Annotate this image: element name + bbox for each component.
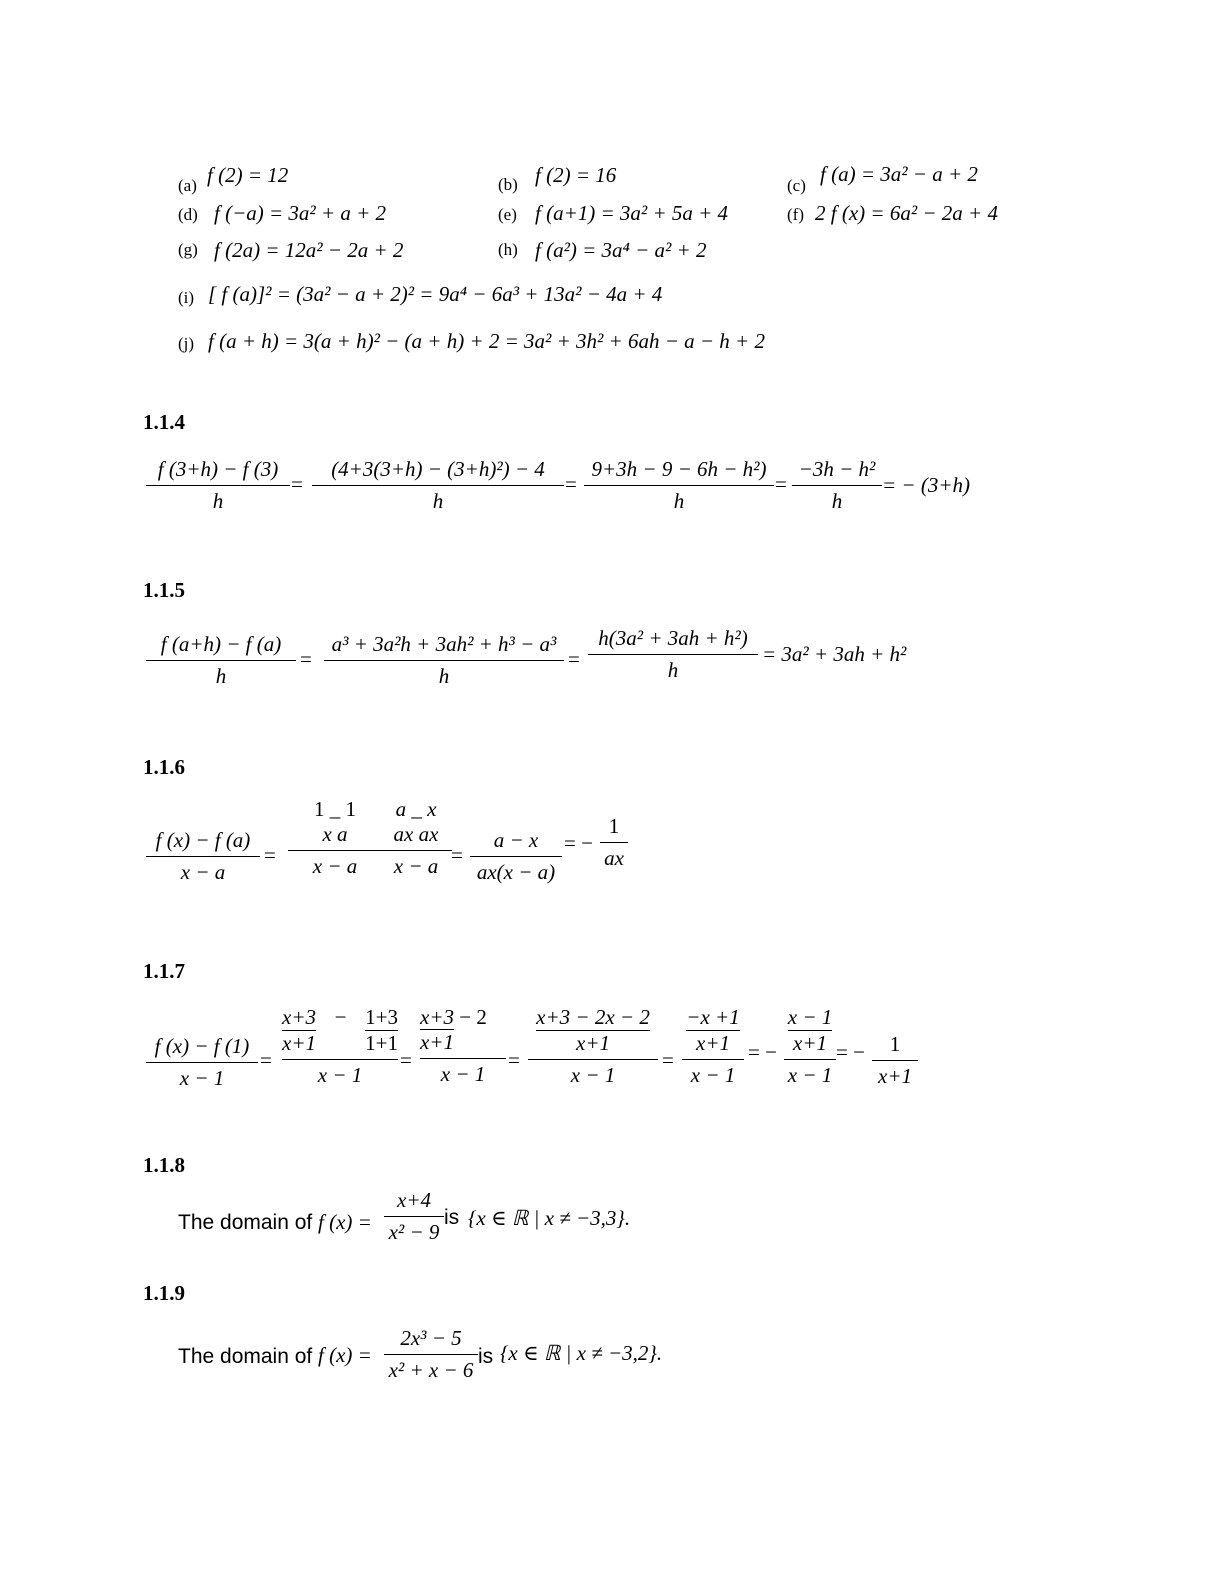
label-g: (g): [178, 240, 198, 259]
fraction-6: [784, 1005, 836, 1088]
fraction-bar: [288, 850, 382, 851]
inner-denominator: x+1: [576, 1031, 610, 1055]
fraction-bar: [600, 842, 628, 843]
fraction-bar: [588, 654, 758, 655]
term-c-num: x+3: [420, 1005, 454, 1029]
label-a: (a): [178, 176, 197, 195]
fraction-2: [288, 797, 382, 879]
fraction-4: [470, 828, 562, 885]
function-label: f (x) =: [318, 1343, 372, 1367]
denominator: x − a: [312, 854, 358, 878]
denominator: x² + x − 6: [388, 1358, 474, 1382]
numerator: 9+3h − 9 − 6h − h²): [591, 457, 767, 481]
equals-sign: =: [775, 472, 787, 496]
label-h: (h): [498, 240, 518, 259]
inner-numerator: [420, 1005, 506, 1030]
equals-minus: = −: [836, 1040, 865, 1064]
denominator: h: [831, 489, 843, 513]
denominator: ax: [604, 846, 624, 870]
fraction-bar: [384, 1354, 478, 1355]
fraction-5: [600, 814, 628, 871]
numerator: a³ + 3a²h + 3ah² + h³ − a³: [331, 632, 557, 656]
heading-1-1-7: 1.1.7: [143, 959, 185, 983]
denominator: x − 1: [317, 1063, 363, 1087]
label-b: (b): [498, 175, 518, 194]
label-e: (e): [498, 205, 517, 224]
result: = − (3+h): [882, 473, 970, 497]
denominator: x+1: [878, 1064, 912, 1088]
expr-f: 2 f (x) = 6a² − 2a + 4: [815, 201, 998, 225]
fraction-bar: [282, 1059, 398, 1060]
domain-set: {x ∈ ℝ | x ≠ −3,2}.: [500, 1341, 663, 1365]
expr-b: f (2) = 16: [535, 163, 617, 187]
numerator: f (a+h) − f (a): [160, 632, 282, 656]
heading-1-1-4: 1.1.4: [143, 410, 185, 434]
inner-denominators: [282, 1031, 398, 1056]
inner-denominator: ax ax: [393, 822, 439, 846]
fraction-bar: [146, 485, 290, 486]
fraction-5: [682, 1005, 744, 1088]
denominator: x − 1: [179, 1066, 225, 1090]
fraction-lhs: [146, 457, 290, 514]
inner-denominator: x+1: [793, 1031, 827, 1055]
equals-minus: = −: [564, 831, 593, 855]
equals-sign: =: [565, 472, 577, 496]
expr-c: f (a) = 3a² − a + 2: [820, 162, 978, 186]
is-text: is: [444, 1206, 460, 1229]
result: = 3a² + 3ah + h²: [762, 642, 907, 666]
inner-denominator: x+1: [696, 1031, 730, 1055]
numerator: (4+3(3+h) − (3+h)²) − 4: [331, 457, 545, 481]
inner-numerator: x+3 − 2x − 2: [536, 1005, 650, 1029]
fraction-4: [528, 1005, 658, 1088]
fraction-4: [792, 457, 882, 514]
domain-lead-text: The domain of: [178, 1345, 313, 1368]
equals-sign: =: [264, 843, 276, 867]
expr-i: [ f (a)]² = (3a² − a + 2)² = 9a⁴ − 6a³ + 13a² − 4a + 4: [208, 282, 663, 306]
inner-numerator: 1 _ 1: [314, 797, 356, 821]
label-j: (j): [178, 334, 195, 353]
denominator: h: [215, 664, 227, 688]
function-label: f (x) =: [318, 1210, 372, 1234]
fraction-bar: [384, 1216, 444, 1217]
denominator: x − 1: [690, 1063, 736, 1087]
numerator: 2x³ − 5: [400, 1326, 462, 1350]
numerator: 1: [889, 1032, 901, 1056]
fraction-bar: [528, 1059, 658, 1060]
expr-a: f (2) = 12: [207, 163, 289, 187]
minus-two: − 2: [459, 1005, 487, 1029]
equals-sign: =: [291, 472, 303, 496]
numerator: −3h − h²: [798, 457, 876, 481]
expr-g: f (2a) = 12a² − 2a + 2: [214, 238, 404, 262]
fraction-bar: [146, 660, 296, 661]
expr-d: f (−a) = 3a² + a + 2: [214, 201, 387, 225]
denominator: ax(x − a): [476, 860, 556, 884]
fraction-3: [588, 626, 758, 683]
heading-1-1-9: 1.1.9: [143, 1281, 185, 1305]
inner-numerator: a _ x: [395, 797, 437, 821]
fraction-bar: [784, 1059, 836, 1060]
equals-sign: =: [400, 1048, 412, 1072]
expr-j: f (a + h) = 3(a + h)² − (a + h) + 2 = 3a² + 3h² + 6ah − a − h + 2: [208, 329, 765, 353]
equals-sign: =: [451, 843, 463, 867]
heading-1-1-5: 1.1.5: [143, 578, 185, 602]
fraction-7: [872, 1032, 918, 1089]
denominator: x² − 9: [388, 1220, 440, 1244]
term-b-den: 1+1: [365, 1031, 398, 1055]
label-f: (f): [787, 205, 804, 224]
denominator: x − a: [393, 854, 439, 878]
equals-sign: =: [300, 647, 312, 671]
fraction-bar: [380, 850, 452, 851]
fraction-bar: [312, 485, 564, 486]
equals-sign: =: [508, 1048, 520, 1072]
fraction-bar: [872, 1060, 918, 1061]
fraction-3: [584, 457, 774, 514]
fraction-bar: [584, 485, 774, 486]
label-i: (i): [178, 288, 195, 307]
heading-1-1-8: 1.1.8: [143, 1153, 185, 1177]
denominator: h: [667, 658, 679, 682]
fraction-2: [312, 457, 564, 514]
fraction-bar: [324, 660, 564, 661]
domain-fraction: [384, 1188, 444, 1245]
numerator: f (x) − f (a): [155, 828, 251, 852]
label-c: (c): [787, 176, 806, 195]
fraction-2: [324, 632, 564, 689]
fraction-2: [282, 1005, 398, 1088]
equals-sign: =: [568, 647, 580, 671]
numerator: h(3a² + 3ah + h²): [598, 626, 748, 650]
denominator: x − 1: [440, 1062, 486, 1086]
inner-denominator: x a: [322, 822, 348, 846]
denominator: x − a: [180, 860, 226, 884]
fraction-bar: [792, 485, 882, 486]
is-text: is: [478, 1345, 494, 1368]
inner-numerators: [282, 1005, 398, 1031]
numerator: 1: [608, 814, 620, 838]
fraction-lhs: [146, 1034, 258, 1091]
fraction-bar: [146, 856, 260, 857]
label-d: (d): [178, 205, 198, 224]
fraction-lhs: [146, 632, 296, 689]
domain-set: {x ∈ ℝ | x ≠ −3,3}.: [468, 1206, 631, 1230]
fraction-3: [380, 797, 452, 879]
numerator: a − x: [493, 828, 539, 852]
denominator: h: [673, 489, 685, 513]
denominator: h: [432, 489, 444, 513]
fraction-3: [420, 1005, 506, 1087]
numerator: f (x) − f (1): [154, 1034, 250, 1058]
inner-numerator: x − 1: [787, 1005, 833, 1029]
term-a-den: x+1: [282, 1031, 316, 1055]
expr-e: f (a+1) = 3a² + 5a + 4: [535, 201, 729, 225]
term-b-num: 1+3: [365, 1005, 398, 1029]
denominator: x − 1: [570, 1063, 616, 1087]
fraction-bar: [420, 1058, 506, 1059]
denominator: x − 1: [787, 1063, 833, 1087]
term-a-num: x+3: [282, 1005, 316, 1029]
equals-sign: =: [260, 1048, 272, 1072]
denominator: h: [212, 489, 224, 513]
inner-numerator: −x +1: [686, 1005, 740, 1029]
numerator: f (3+h) − f (3): [157, 457, 279, 481]
fraction-bar: [146, 1062, 258, 1063]
fraction-bar: [470, 856, 562, 857]
denominator: h: [438, 664, 450, 688]
expr-h: f (a²) = 3a⁴ − a² + 2: [535, 238, 707, 262]
fraction-lhs: [146, 828, 260, 885]
domain-lead-text: The domain of: [178, 1211, 313, 1234]
equals-minus: = −: [748, 1040, 777, 1064]
domain-fraction: [384, 1326, 478, 1383]
equals-sign: =: [662, 1048, 674, 1072]
minus-sign: −: [334, 1005, 347, 1029]
fraction-bar: [682, 1059, 744, 1060]
heading-1-1-6: 1.1.6: [143, 755, 185, 779]
term-c-den: x+1: [420, 1030, 454, 1054]
numerator: x+4: [397, 1188, 431, 1212]
